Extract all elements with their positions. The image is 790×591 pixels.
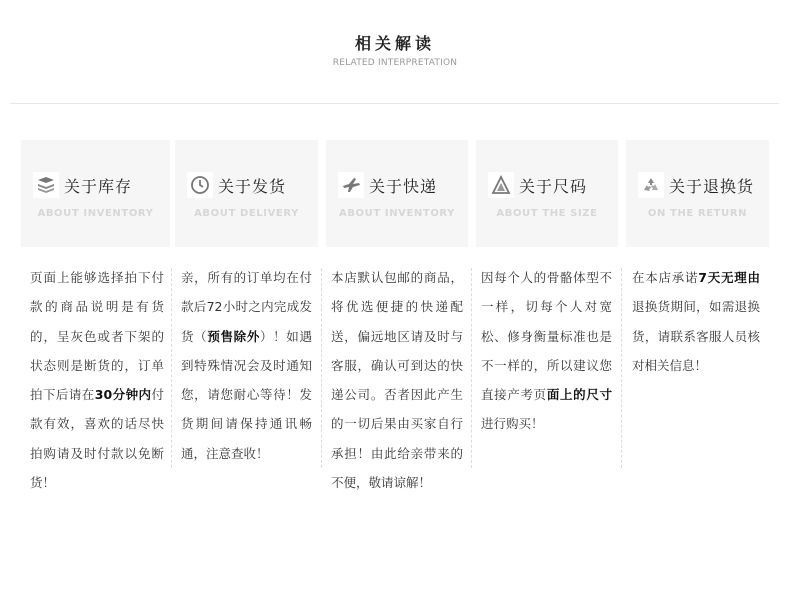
column-divider (621, 268, 622, 468)
card-subtitle: ABOUT DELIVERY (194, 208, 299, 219)
card-subtitle: ABOUT INVENTORY (37, 208, 154, 219)
boxes-icon (33, 172, 59, 198)
card-subtitle: ABOUT THE SIZE (496, 208, 598, 219)
delivery-description: 亲，所有的订单均在付款后72小时之内完成发货（预售除外）！如遇到特殊情况会及时通知您，请您耐心等待！发货期间请保持通讯畅通，注意查收！ (181, 270, 312, 461)
card-title: 关于退换货 (669, 176, 755, 196)
ruler-triangle-icon (488, 172, 514, 198)
card-delivery (175, 140, 318, 247)
express-description: 本店默认包邮的商品，将优选便捷的快递配送，偏远地区请及时与客服，确认可到达的快递公司。否者因此产生的一切后果由买家自行承担！由此给亲带来的不便，敬请谅解！ (331, 270, 463, 491)
card-title: 关于快递 (369, 176, 438, 196)
card-return (626, 140, 769, 247)
divider (10, 103, 779, 104)
column-divider (171, 268, 172, 468)
section-subtitle: RELATED INTERPRETATION (332, 58, 458, 68)
section-title: 相关解读 (354, 34, 435, 53)
column-divider (321, 268, 322, 468)
card-express (326, 140, 468, 247)
recycle-icon (638, 172, 664, 198)
card-size (476, 140, 618, 247)
clock-icon (187, 172, 213, 198)
card-subtitle: ON THE RETURN (647, 208, 748, 219)
column-divider (471, 268, 472, 468)
airplane-icon (338, 172, 364, 198)
card-title: 关于尺码 (519, 176, 588, 196)
inventory-description: 页面上能够选择拍下付款的商品说明是有货的，呈灰色或者下架的状态则是断货的，订单拍下后请在30分钟内付款有效，喜欢的话尽快拍购请及时付款以免断货！ (30, 270, 164, 491)
size-description: 因每个人的骨骼体型不一样，切每个人对宽松、修身衡量标准也是不一样的，所以建议您直接产考页面上的尺寸进行购买！ (481, 270, 612, 432)
card-inventory (21, 140, 170, 247)
card-title: 关于发货 (218, 176, 287, 196)
return-description: 在本店承诺7天无理由退换货期间，如需退换货，请联系客服人员核对相关信息！ (632, 270, 760, 373)
card-subtitle: ABOUT INVENTORY (338, 208, 456, 219)
card-title: 关于库存 (64, 176, 133, 196)
